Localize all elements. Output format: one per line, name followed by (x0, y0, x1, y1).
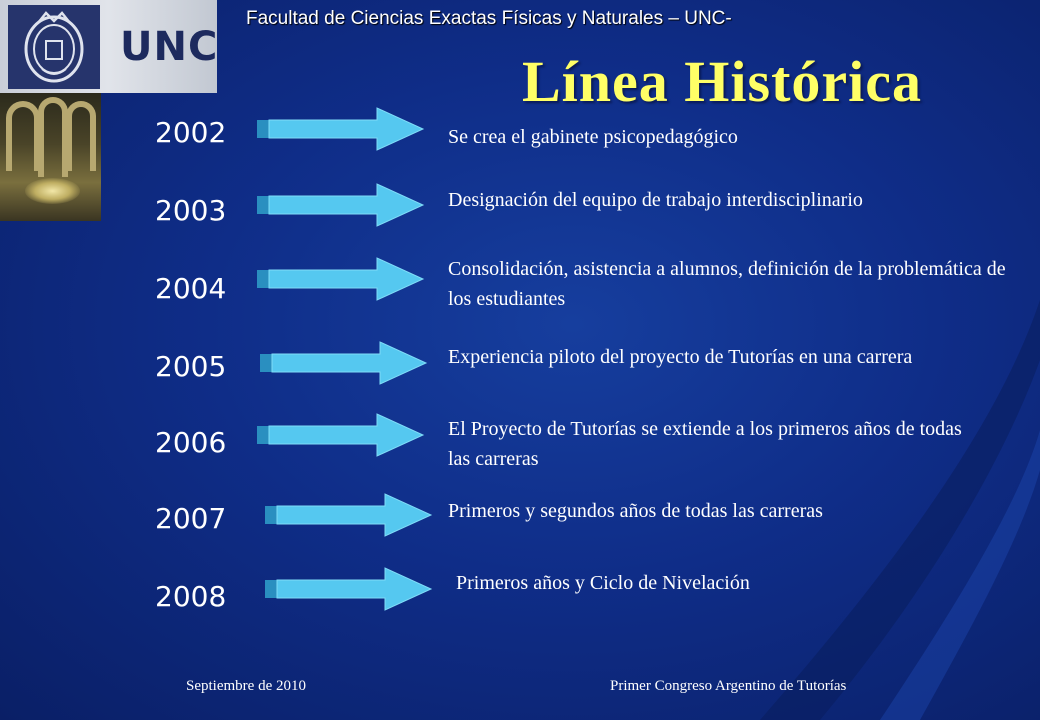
timeline-event-2002: Se crea el gabinete psicopedagógico (448, 126, 738, 148)
arrow-icon (255, 256, 430, 302)
timeline-year-2004: 2004 (155, 272, 227, 305)
timeline-event-2005: Experiencia piloto del proyecto de Tutorías en una carrera (448, 346, 913, 368)
unc-logo-text: UNC (120, 24, 219, 70)
timeline-event-2006: El Proyecto de Tutorías se extiende a los primeros años de todas las carreras (448, 418, 962, 470)
timeline-year-2002: 2002 (155, 116, 227, 149)
timeline-event-2007: Primeros y segundos años de todas las carreras (448, 500, 823, 522)
faculty-name: Facultad de Ciencias Exactas Físicas y Naturales – UNC- (246, 8, 732, 29)
timeline-year-2008: 2008 (155, 580, 227, 613)
footer-event: Primer Congreso Argentino de Tutorías (610, 678, 847, 694)
footer-date: Septiembre de 2010 (186, 678, 306, 694)
page-title: Línea Histórica (522, 49, 923, 114)
timeline-year-2003: 2003 (155, 194, 227, 227)
timeline-year-2006: 2006 (155, 426, 227, 459)
arrow-icon (263, 492, 438, 538)
arrow-icon (258, 340, 433, 386)
hallway-photo (0, 93, 101, 221)
unc-logo-box (0, 0, 217, 93)
timeline-event-2004: Consolidación, asistencia a alumnos, definición de la problemática de los estudiantes (448, 258, 1006, 310)
timeline-event-2008: Primeros años y Ciclo de Nivelación (456, 572, 750, 594)
timeline-event-2003: Designación del equipo de trabajo interdisciplinario (448, 189, 863, 211)
arrow-icon (255, 106, 430, 152)
timeline-year-2007: 2007 (155, 502, 227, 535)
university-seal-icon (8, 5, 100, 89)
arrow-icon (255, 412, 430, 458)
arrow-icon (263, 566, 438, 612)
timeline-year-2005: 2005 (155, 350, 227, 383)
arrow-icon (255, 182, 430, 228)
